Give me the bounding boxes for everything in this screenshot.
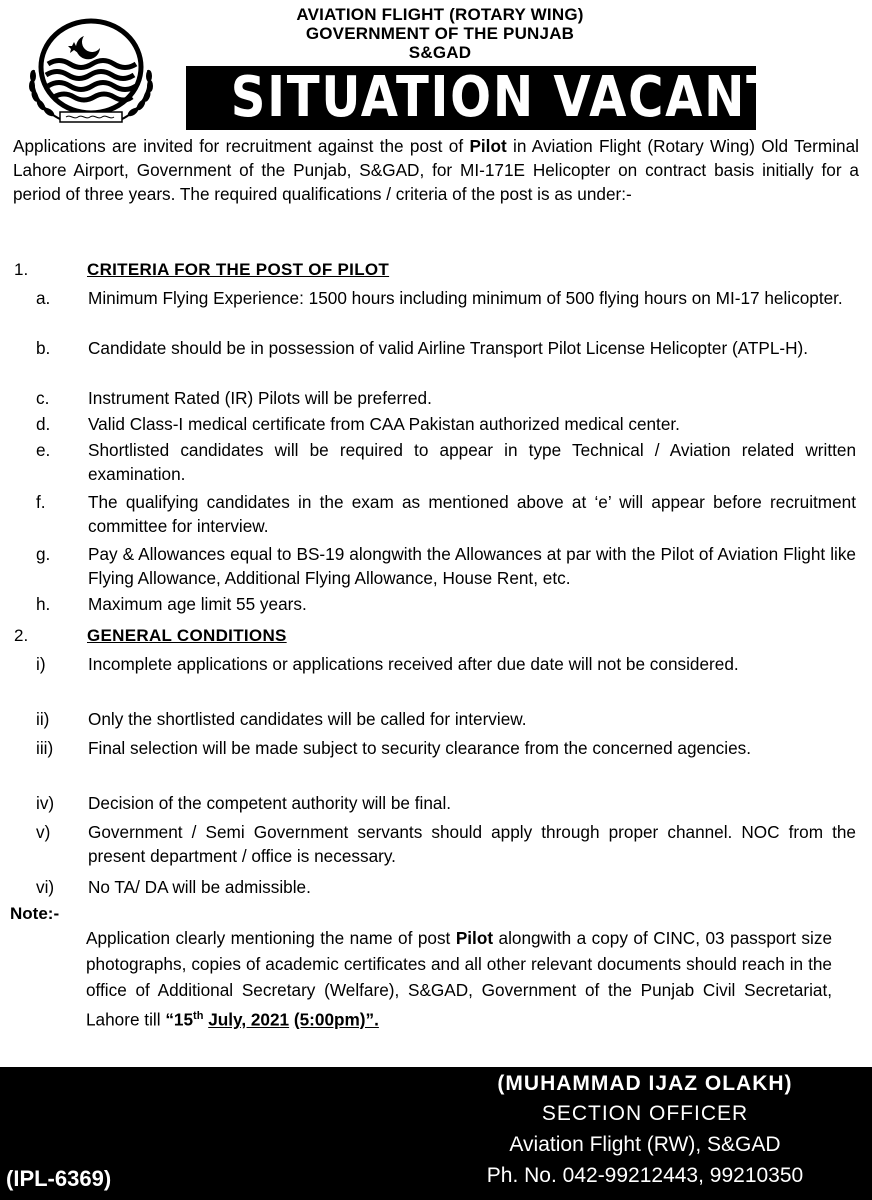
section-title-criteria: CRITERIA FOR THE POST OF PILOT [87,260,390,279]
note-paragraph [86,925,832,1033]
item-text: Decision of the competent authority will be final. [88,793,452,813]
item-text: The qualifying candidates in the exam as mentioned above at ‘e’ will appear before recruitment committee for interview. [88,492,856,536]
officer-phone: Ph. No. 042-99212443, 99210350 [486,1164,804,1187]
item-label: a. [36,288,51,308]
office-title-line-3: S&GAD [408,43,472,62]
item-label: h. [36,594,51,614]
deadline-time: (5:00pm)”. [293,1009,379,1030]
advertisement-header [0,0,872,136]
item-label: vi) [36,877,55,897]
item-label: iii) [36,738,54,758]
item-text: Instrument Rated (IR) Pilots will be preferred. [88,388,432,408]
note-text-part2: alongwith a copy of CINC, 03 passport size photographs, copies of academic certificates and all other relevant documents should reach in the office of Additional Secretary (Welfare), S&GAD, Government of the Punjab Civil Secretariat, Lahore till [86,928,832,1030]
deadline-month: July, 2021 [208,1009,290,1030]
item-label: v) [36,822,51,842]
situation-vacant-banner: SITUATION VACANT [186,66,756,130]
office-title-line-2: GOVERNMENT OF THE PUNJAB [305,24,575,43]
item-text: No TA/ DA will be admissible. [88,877,311,897]
item-text: Valid Class-I medical certificate from CAA Pakistan authorized medical center. [88,414,680,434]
government-of-punjab-emblem-icon [16,12,166,130]
item-text: Pay & Allowances equal to BS-19 alongwith the Allowances at par with the Pilot of Aviation Flight like Flying Allowance, Additional Flying Allowance, House Rent, etc. [88,544,856,588]
section-title-general-conditions: GENERAL CONDITIONS [87,626,287,645]
item-label: d. [36,414,51,434]
section-number: 2. [14,626,29,645]
intro-paragraph [13,134,859,206]
item-label: f. [36,492,46,512]
item-text: Shortlisted candidates will be required to appear in type Technical / Aviation related written examination. [88,440,856,484]
item-label: ii) [36,709,50,729]
signature-footer [0,1067,872,1200]
note-label: Note:- [10,904,60,923]
item-text: Incomplete applications or applications received after due date will not be considered. [88,654,739,674]
officer-name: (MUHAMMAD IJAZ OLAKH) [497,1072,793,1095]
item-label: e. [36,440,51,460]
item-text: Final selection will be made subject to security clearance from the concerned agencies. [88,738,752,758]
item-text: Maximum age limit 55 years. [88,594,307,614]
item-text: Minimum Flying Experience: 1500 hours including minimum of 500 flying hours on MI-17 helicopter. [88,288,843,308]
item-label: b. [36,338,51,358]
section-number: 1. [14,260,29,279]
intro-text-before: Applications are invited for recruitment against the post of [13,136,470,156]
item-label: i) [36,654,46,674]
officer-designation: SECTION OFFICER [541,1102,749,1125]
item-text: Candidate should be in possession of valid Airline Transport Pilot License Helicopter (ATPL-H). [88,338,809,358]
deadline-day-suffix: th [193,1010,204,1022]
intro-post-name: Pilot [469,136,507,156]
note-post-name: Pilot [455,928,494,948]
ipl-code: (IPL-6369) [6,1166,112,1191]
item-text: Government / Semi Government servants should apply through proper channel. NOC from the present department / office is necessary. [88,822,856,866]
deadline-day: “15 [165,1009,194,1030]
item-label: g. [36,544,51,564]
note-text-part1: Application clearly mentioning the name of post [86,928,456,948]
item-label: c. [36,388,50,408]
office-title-line-1: AVIATION FLIGHT (ROTARY WING) [296,5,584,24]
item-label: iv) [36,793,55,813]
intro-text-after: in Aviation Flight (Rotary Wing) Old Terminal Lahore Airport, Government of the Punjab, S&GAD, for MI-171E Helicopter on contract basis initially for a period of three years. The required qualifications / criteria of the post is as under:- [13,136,859,204]
officer-office: Aviation Flight (RW), S&GAD [509,1133,781,1156]
item-text: Only the shortlisted candidates will be called for interview. [88,709,527,729]
